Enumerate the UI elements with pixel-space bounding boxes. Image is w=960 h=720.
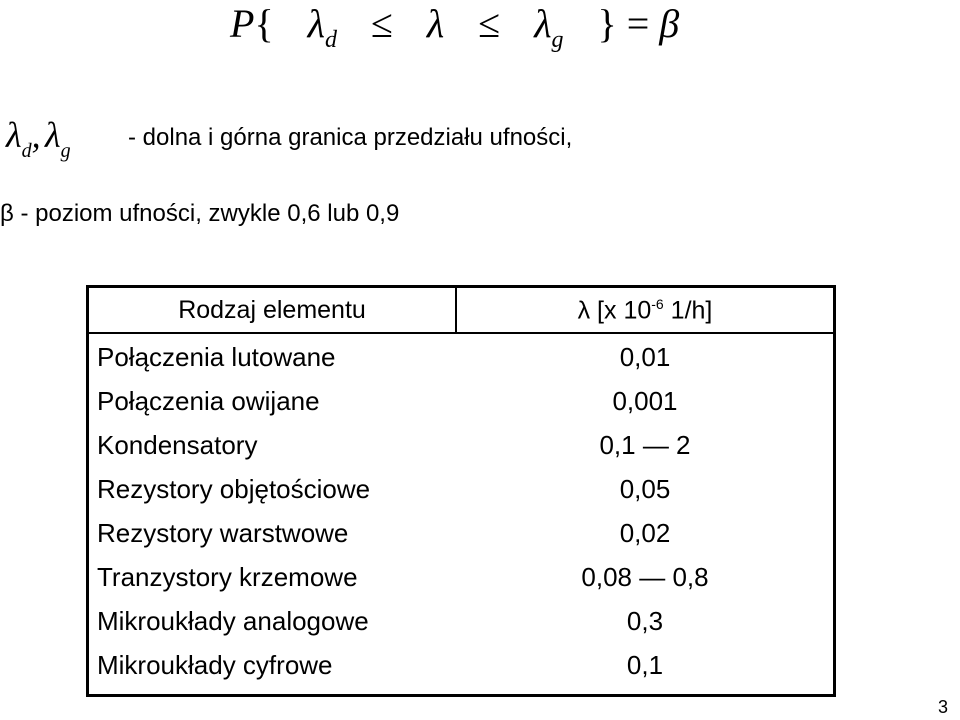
table-row — [89, 336, 833, 380]
lambda-symbol-lower: λ — [6, 115, 22, 155]
lambda-header-prefix: λ [x 10 — [577, 296, 652, 325]
table-row — [89, 644, 833, 688]
table-row — [89, 380, 833, 424]
table-row — [89, 468, 833, 512]
page-number: 3 — [937, 697, 948, 717]
row-element-name: Połączenia owijane — [97, 386, 320, 416]
formula-close-brace: } — [597, 1, 617, 46]
formula-lambda-upper: λ — [534, 1, 552, 46]
column-header-lambda — [457, 296, 833, 325]
row-element-name: Rezystory warstwowe — [97, 518, 349, 548]
formula-lambda-lower: λ — [307, 1, 325, 46]
column-header-element-type: Rodzaj elementu — [178, 296, 366, 324]
header-underline — [89, 332, 833, 334]
formula-beta: β — [659, 1, 680, 46]
beta-definition: β - poziom ufności, zwykle 0,6 lub 0,9 — [0, 200, 400, 227]
row-lambda-value: 0,05 — [619, 474, 671, 504]
formula-open-brace: { — [254, 1, 274, 46]
table-row — [89, 600, 833, 644]
lambda-header-exponent: -6 — [651, 296, 664, 312]
formula-le-2: ≤ — [478, 1, 501, 46]
confidence-interval-formula — [230, 0, 679, 56]
lambda-definition-text: - dolna i górna granica przedziału ufności, — [128, 124, 573, 151]
table-row — [89, 512, 833, 556]
row-element-name: Połączenia lutowane — [97, 342, 336, 372]
lambda-sub-g: g — [60, 140, 71, 162]
row-element-name: Rezystory objętościowe — [97, 474, 371, 504]
failure-rate-table — [86, 285, 836, 697]
lambda-symbol-upper: λ — [45, 115, 61, 155]
row-element-name: Kondensatory — [97, 430, 258, 460]
table-row — [89, 424, 833, 468]
formula-le-1: ≤ — [370, 1, 393, 46]
row-lambda-value: 0,01 — [619, 342, 671, 372]
row-element-name: Mikroukłady cyfrowe — [97, 650, 333, 680]
lambda-comma: , — [31, 115, 41, 155]
row-element-name: Mikroukłady analogowe — [97, 606, 369, 636]
lambda-sub-d: d — [21, 140, 32, 162]
row-lambda-value: 0,3 — [626, 606, 664, 636]
formula-p: P — [230, 1, 255, 46]
formula-lambda: λ — [426, 1, 445, 46]
row-lambda-value: 0,1 — [626, 650, 664, 680]
row-lambda-value: 0,001 — [612, 386, 678, 416]
row-element-name: Tranzystory krzemowe — [97, 562, 358, 592]
formula-equals: = — [626, 1, 650, 46]
formula-sub-d: d — [324, 27, 337, 53]
formula-sub-g: g — [551, 27, 564, 53]
lambda-header-suffix: 1/h] — [663, 296, 713, 325]
row-lambda-value: 0,02 — [619, 518, 671, 548]
row-lambda-value: 0,1 — 2 — [599, 430, 691, 460]
table-row — [89, 556, 833, 600]
lambda-definition — [6, 114, 573, 166]
row-lambda-value: 0,08 — 0,8 — [581, 562, 709, 592]
